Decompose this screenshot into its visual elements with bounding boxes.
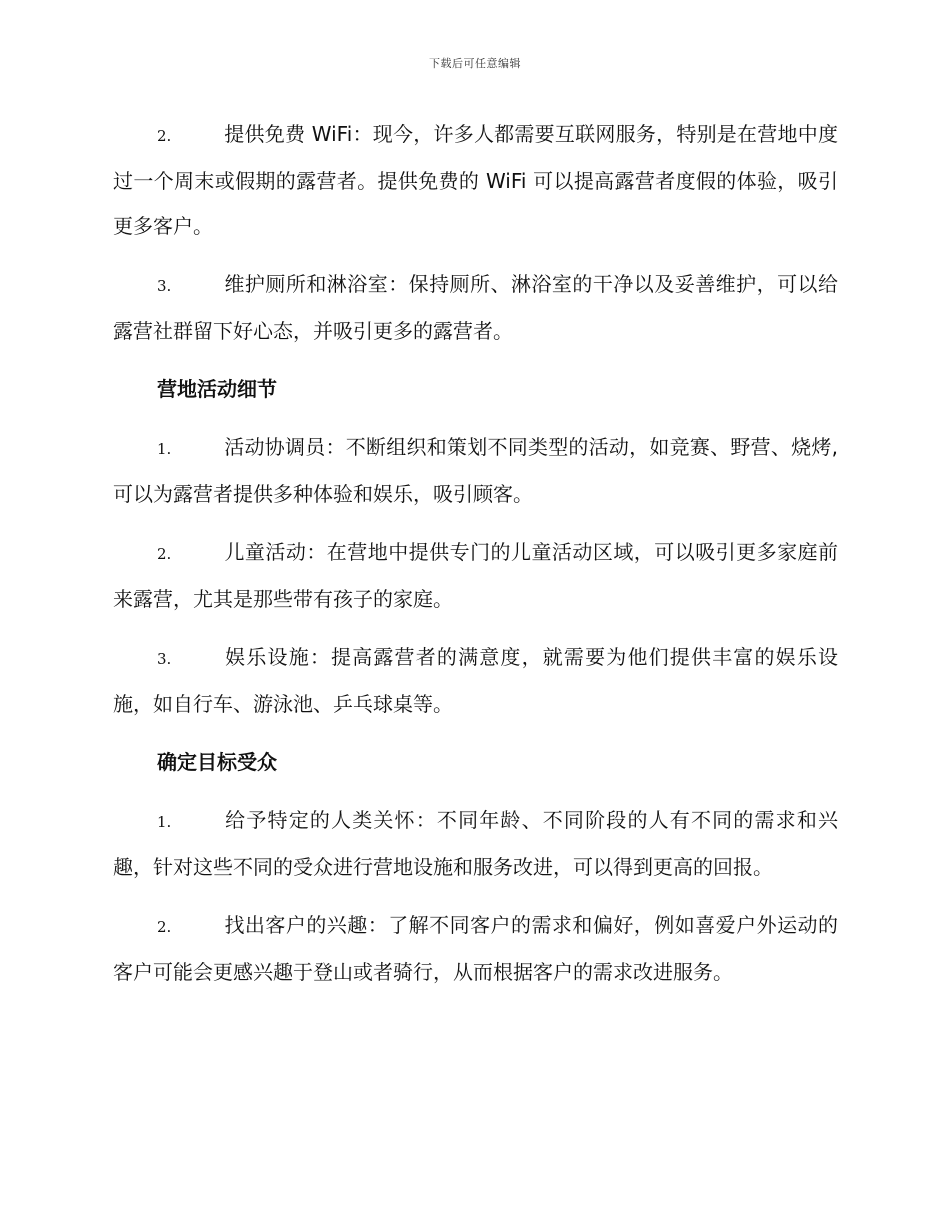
list-item-number: 1.: [157, 440, 172, 458]
list-item-text: 儿童活动：在营地中提供专门的儿童活动区域，可以吸引更多家庭前来露营，尤其是那些带有孩子的家庭。: [113, 540, 838, 611]
list-item: [113, 530, 838, 622]
section-heading: 营地活动细节: [157, 377, 277, 401]
list-item-number: 3.: [157, 277, 172, 295]
list-item: [113, 262, 838, 354]
list-item: [113, 798, 838, 890]
list-item-text: 活动协调员：不断组织和策划不同类型的活动，如竞赛、野营、烧烤,可以为露营者提供多种体验和娱乐，吸引顾客。: [113, 435, 838, 506]
page-header: 下载后可任意编辑: [429, 57, 521, 70]
list-item-text: 维护厕所和淋浴室：保持厕所、淋浴室的干净以及妥善维护，可以给露营社群留下好心态，并吸引更多的露营者。: [113, 272, 838, 343]
document-body: [113, 112, 838, 1008]
list-item-text: 找出客户的兴趣：了解不同客户的需求和偏好，例如喜爱户外运动的客户可能会更感兴趣于登山或者骑行，从而根据客户的需求改进服务。: [113, 913, 838, 984]
list-item-text: 娱乐设施：提高露营者的满意度，就需要为他们提供丰富的娱乐设施，如自行车、游泳池、乒乓球桌等。: [113, 645, 838, 716]
list-item: [113, 112, 838, 249]
list-item-text: 给予特定的人类关怀：不同年龄、不同阶段的人有不同的需求和兴趣，针对这些不同的受众进行营地设施和服务改进，可以得到更高的回报。: [113, 808, 838, 879]
list-item: [113, 903, 838, 995]
list-item-number: 1.: [157, 813, 172, 831]
list-item-text: 提供免费 WiFi：现今，许多人都需要互联网服务，特别是在营地中度过一个周末或假期的露营者。提供免费的 WiFi 可以提高露营者度假的体验，吸引更多客户。: [113, 122, 838, 238]
list-item: [113, 425, 838, 517]
list-item-number: 3.: [157, 650, 172, 668]
list-item-number: 2.: [157, 918, 172, 936]
list-item-number: 2.: [157, 127, 172, 145]
list-item: [113, 635, 838, 727]
list-item-number: 2.: [157, 545, 172, 563]
section-heading: 确定目标受众: [157, 750, 277, 774]
